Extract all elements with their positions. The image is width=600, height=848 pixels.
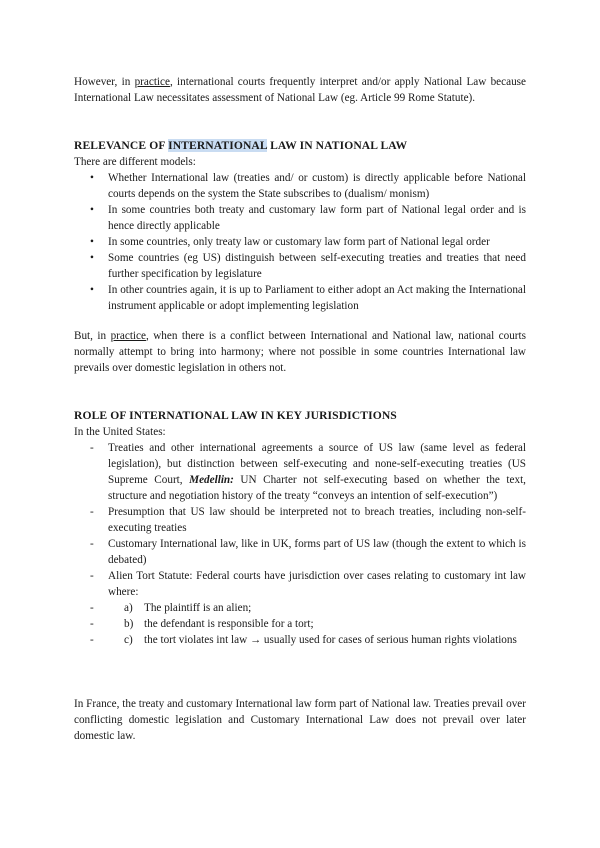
list-item: • In other countries again, it is up to Parliament to either adopt an Act making the International instrument applicable or adopt implementing legislation	[74, 282, 526, 314]
highlighted-word: INTERNATIONAL	[168, 139, 268, 152]
list-item: • Whether International law (treaties and/ or custom) is directly applicable before National courts depends on the system the State subscribes to (dualism/ monism)	[74, 170, 526, 202]
relevance-section	[74, 138, 526, 314]
role-dash-list	[74, 440, 526, 648]
intro-practice-underlined: practice	[134, 76, 170, 88]
list-item: • Some countries (eg US) distinguish between self-executing treaties and treaties that need further specification by legislature	[74, 250, 526, 282]
sublist-item: - c) the tort violates int law → usually used for cases of serious human rights violations	[74, 632, 526, 648]
conflict-paragraph: But, in practice, when there is a conflict between International and National law, national courts normally attempt to bring into harmony; where not possible in some countries International law prevails over domestic legislation in others not.	[74, 330, 526, 374]
intro-text-2: , international courts frequently interpret and/or apply National Law because International Law necessitates assessment of National Law (eg. Article 99 Rome Statute).	[74, 76, 526, 104]
intro-text-1: However, in	[74, 76, 135, 88]
alien-tort-sublist	[108, 600, 526, 648]
case-name-medellin: Medellin:	[189, 474, 234, 486]
role-heading: ROLE OF INTERNATIONAL LAW IN KEY JURISDICTIONS	[74, 409, 397, 422]
list-item: - Customary International law, like in UK, forms part of US law (though the extent to which is debated)	[74, 536, 526, 568]
relevance-heading: RELEVANCE OF INTERNATIONAL LAW IN NATIONAL LAW	[74, 139, 408, 152]
list-item: - Presumption that US law should be interpreted not to breach treaties, including non-self-executing treaties	[74, 504, 526, 536]
relevance-bullet-list	[74, 170, 526, 314]
list-item: • In some countries both treaty and customary law form part of National legal order and is hence directly applicable	[74, 202, 526, 234]
conflict-practice-underlined: practice	[110, 330, 146, 342]
role-section	[74, 408, 526, 648]
list-item: - Treaties and other international agreements a source of US law (same level as federal legislation), but distinction between self-executing and none-self-executing treaties (US Supreme Court, Medellin: UN Charter not self-executing based on whether the text, structure and negotiation history of the treaty “conveys an intention of self-execution”)	[74, 440, 526, 504]
sublist-item: - b) the defendant is responsible for a tort;	[74, 616, 526, 632]
list-item: - Alien Tort Statute: Federal courts have jurisdiction over cases relating to customary int law where: - a) The plaintiff is an alien; - b) the defendant is responsible for a tort; - c) the tort violates int law → usually used for cases of serious human rights violations	[74, 568, 526, 648]
france-paragraph: In France, the treaty and customary International law form part of National law. Treaties prevail over conflicting domestic legislation and Customary International Law does not prevail over later domestic law.	[74, 698, 526, 742]
list-item: • In some countries, only treaty law or customary law form part of National legal order	[74, 234, 526, 250]
sublist-item: - a) The plaintiff is an alien;	[74, 600, 526, 616]
role-lead: In the United States:	[74, 426, 166, 438]
intro-paragraph	[74, 74, 526, 106]
relevance-lead: There are different models:	[74, 156, 196, 168]
